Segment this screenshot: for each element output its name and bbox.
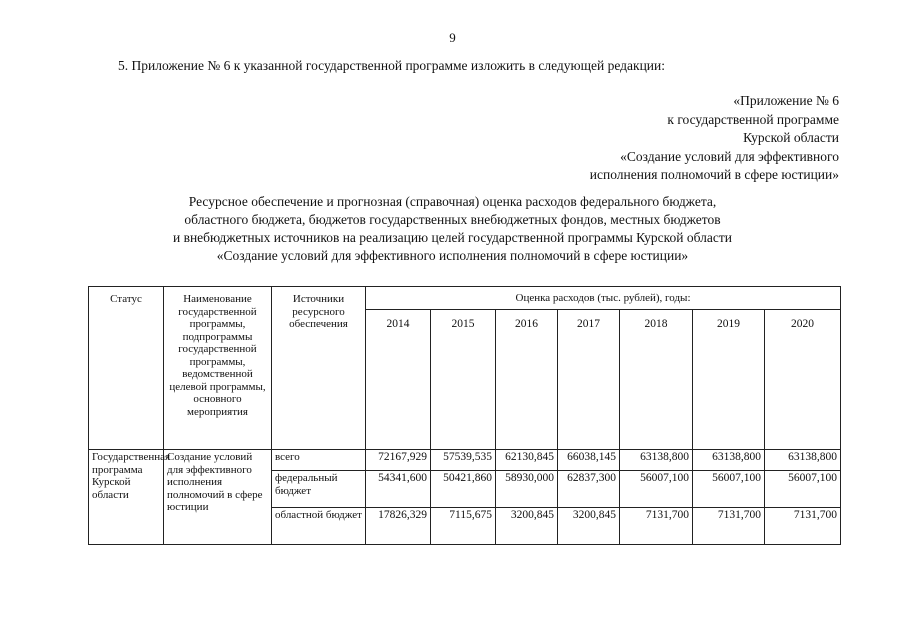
header-year: 2016 xyxy=(496,310,558,450)
value-cell: 63138,800 xyxy=(765,450,841,471)
title-line: областного бюджета, бюджетов государственных внебюджетных фондов, местных бюджетов xyxy=(184,212,721,227)
source-cell: областной бюджет xyxy=(272,508,366,545)
value-cell: 58930,000 xyxy=(496,471,558,508)
status-cell: Государственная программа Курской области xyxy=(89,450,164,545)
value-cell: 17826,329 xyxy=(366,508,431,545)
title-line: и внебюджетных источников на реализацию целей государственной программы Курской области xyxy=(172,230,733,245)
value-cell: 56007,100 xyxy=(765,471,841,508)
intro-paragraph: 5. Приложение № 6 к указанной государственной программе изложить в следующей редакции: xyxy=(118,58,665,73)
value-cell: 66038,145 xyxy=(558,450,620,471)
value-cell: 7131,700 xyxy=(693,508,765,545)
table-header-row xyxy=(89,287,841,310)
value-cell: 7115,675 xyxy=(431,508,496,545)
appendix-heading xyxy=(590,92,839,185)
value-cell: 54341,600 xyxy=(366,471,431,508)
value-cell: 57539,535 xyxy=(431,450,496,471)
value-cell: 56007,100 xyxy=(693,471,765,508)
budget-table xyxy=(88,286,841,545)
value-cell: 72167,929 xyxy=(366,450,431,471)
value-cell: 56007,100 xyxy=(620,471,693,508)
source-cell: всего xyxy=(272,450,366,471)
value-cell: 62130,845 xyxy=(496,450,558,471)
appendix-line: «Приложение № 6 xyxy=(733,93,839,108)
header-status: Статус xyxy=(89,287,164,450)
title-line: Ресурсное обеспечение и прогнозная (справочная) оценка расходов федерального бюджета, xyxy=(188,194,717,209)
appendix-line: Курской области xyxy=(743,130,839,145)
header-year: 2020 xyxy=(765,310,841,450)
page-number: 9 xyxy=(449,30,456,45)
header-year: 2017 xyxy=(558,310,620,450)
header-year: 2015 xyxy=(431,310,496,450)
value-cell: 63138,800 xyxy=(693,450,765,471)
value-cell: 7131,700 xyxy=(765,508,841,545)
value-cell: 3200,845 xyxy=(496,508,558,545)
appendix-line: исполнения полномочий в сфере юстиции» xyxy=(589,167,839,182)
header-name: Наименование государственной программы, подпрограммы государственной программы, ведомственной целевой программы, основного мероприятия xyxy=(164,287,272,450)
header-year: 2019 xyxy=(693,310,765,450)
header-year: 2014 xyxy=(366,310,431,450)
source-cell: федеральный бюджет xyxy=(272,471,366,508)
appendix-line: к государственной программе xyxy=(667,111,839,127)
header-expense-estimate: Оценка расходов (тыс. рублей), годы: xyxy=(366,287,841,310)
value-cell: 62837,300 xyxy=(558,471,620,508)
value-cell: 63138,800 xyxy=(620,450,693,471)
value-cell: 50421,860 xyxy=(431,471,496,508)
title-line: «Создание условий для эффективного исполнения полномочий в сфере юстиции» xyxy=(216,248,689,263)
appendix-line: «Создание условий для эффективного xyxy=(620,148,839,164)
header-source: Источники ресурсного обеспечения xyxy=(272,287,366,450)
program-name-cell: Создание условий для эффективного исполнения полномочий в сфере юстиции xyxy=(164,450,272,545)
header-year: 2018 xyxy=(620,310,693,450)
value-cell: 3200,845 xyxy=(558,508,620,545)
value-cell: 7131,700 xyxy=(620,508,693,545)
table-row xyxy=(89,450,841,471)
document-title xyxy=(0,193,905,265)
